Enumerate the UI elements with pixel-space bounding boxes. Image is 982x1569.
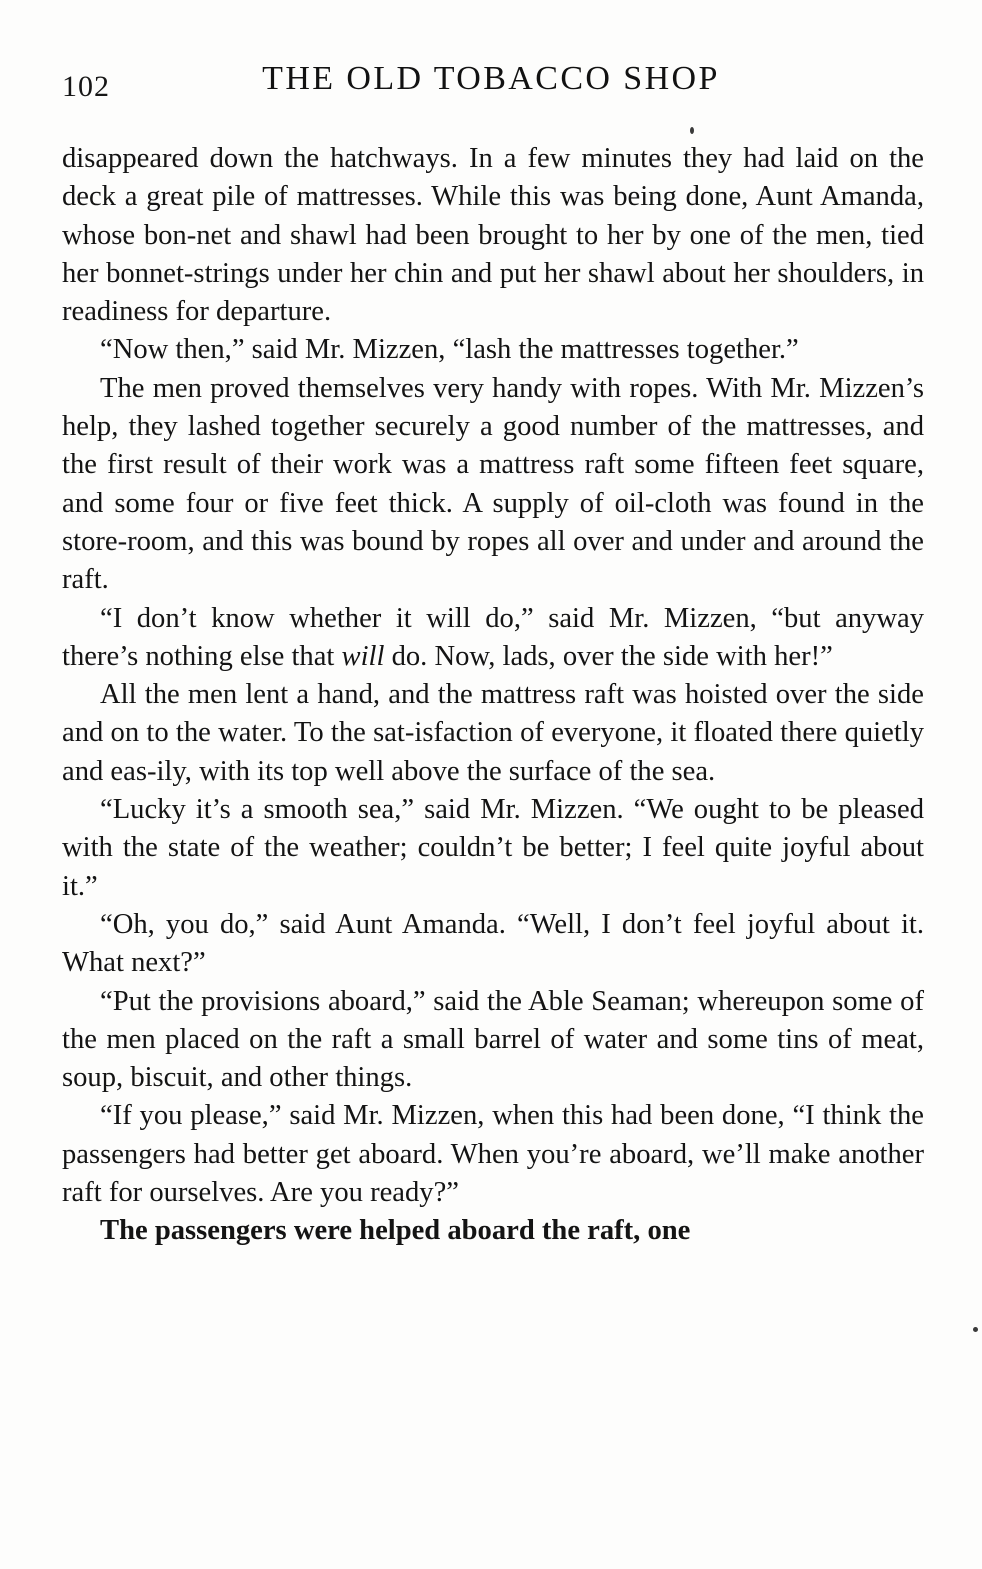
paragraph-segment: do. Now, lads, over the side with her!” bbox=[384, 640, 833, 672]
running-head-title: THE OLD TOBACCO SHOP bbox=[262, 60, 720, 97]
paragraph-segment: “I don’t know whether it will do,” said Mr. Mizzen, “but anyway there’s nothing else that bbox=[62, 602, 924, 672]
italic-emphasis: will bbox=[341, 640, 385, 672]
page-number: 102 bbox=[62, 70, 110, 103]
ink-speck-icon bbox=[973, 1327, 978, 1332]
paragraph: disappeared down the hatchways. In a few minutes they had laid on the deck a great pile of mattresses. While this was being done, Aunt Amanda, whose bon-net and shawl had been brought to her by one of the men, tied her bonnet-strings under her chin and put her shawl about her shoulders, in readiness for departure. bbox=[62, 143, 924, 328]
page-body bbox=[62, 140, 924, 1251]
paragraph-with-italic bbox=[62, 600, 924, 677]
paragraph: “Lucky it’s a smooth sea,” said Mr. Mizzen. “We ought to be pleased with the state of the weather; couldn’t be better; I feel quite joyful about it.” bbox=[62, 794, 924, 902]
paragraph: All the men lent a hand, and the mattress raft was hoisted over the side and on to the water. To the sat-isfaction of everyone, it floated there quietly and eas-ily, with its top well above the surface of the sea. bbox=[62, 679, 924, 787]
paragraph: “Put the provisions aboard,” said the Able Seaman; whereupon some of the men placed on the raft a small barrel of water and some tins of meat, soup, biscuit, and other things. bbox=[62, 985, 924, 1094]
paragraph: The passengers were helped aboard the raft, one bbox=[100, 1215, 691, 1247]
paragraph: The men proved themselves very handy with ropes. With Mr. Mizzen’s help, they lashed together securely a good number of the mattresses, and the first result of their work was a mattress raft some fifteen feet square, and some four or five feet thick. A supply of oil-cloth was found in the store-room, and this was bound by ropes all over and under and around the raft. bbox=[62, 372, 924, 596]
paragraph: “Oh, you do,” said Aunt Amanda. “Well, I don’t feel joyful about it. What next?” bbox=[62, 908, 924, 979]
ink-speck-icon bbox=[690, 127, 694, 134]
paragraph: “Now then,” said Mr. Mizzen, “lash the mattresses together.” bbox=[100, 334, 799, 366]
page-header bbox=[62, 60, 920, 106]
paragraph: “If you please,” said Mr. Mizzen, when this had been done, “I think the passengers had better get aboard. When you’re aboard, we’ll make another raft for ourselves. Are you ready?” bbox=[62, 1100, 924, 1209]
